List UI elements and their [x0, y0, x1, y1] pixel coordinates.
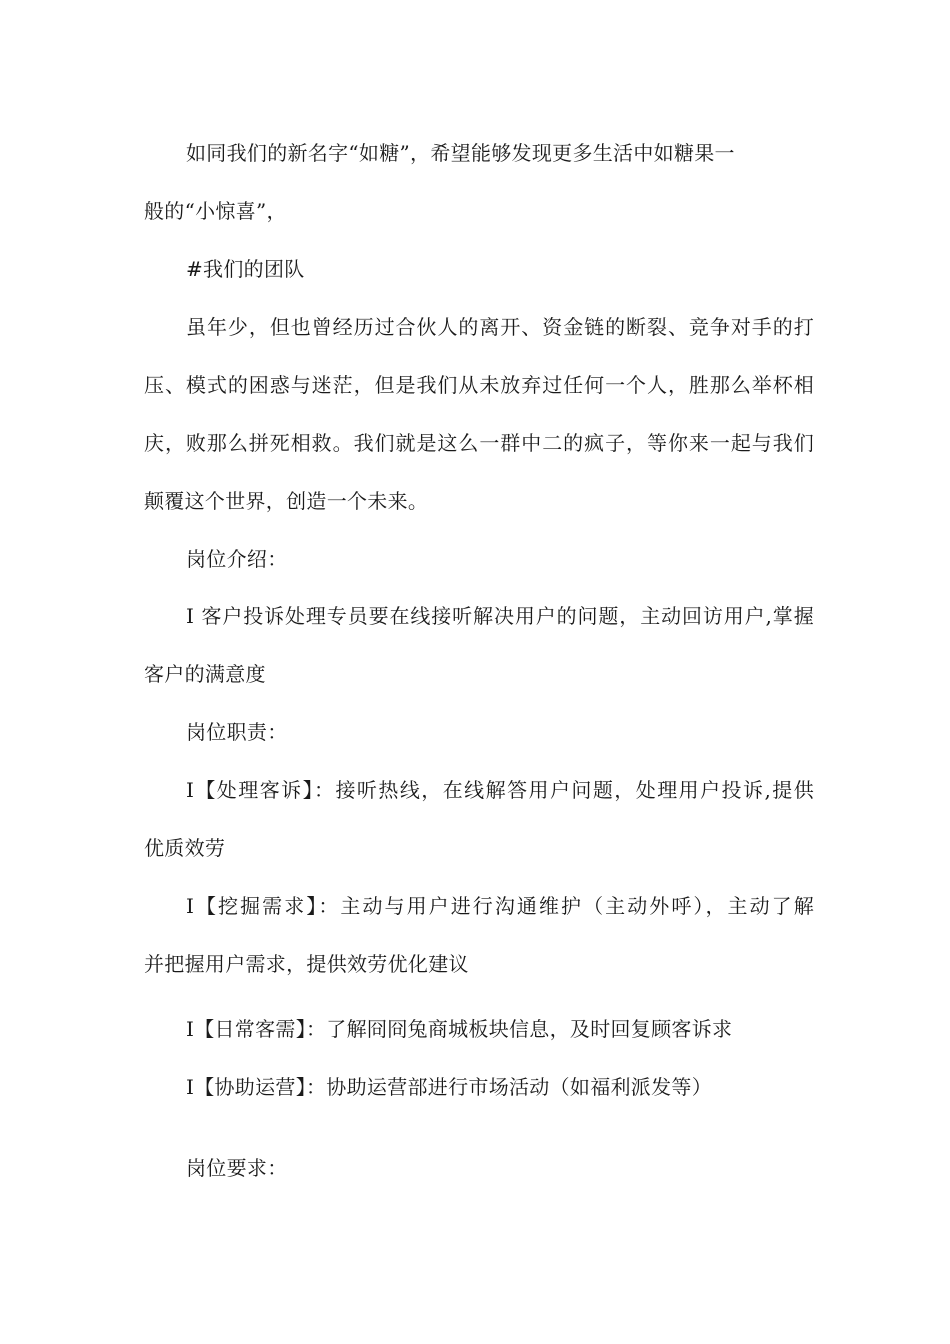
section-heading: 岗位要求：	[186, 1156, 288, 1180]
paragraph-line: 如同我们的新名字“如糖”，希望能够发现更多生活中如糖果一	[186, 141, 735, 165]
paragraph-line: 庆，败那么拼死相救。我们就是这么一群中二的疯子，等你来一起与我们	[144, 431, 814, 455]
list-item-line: I 客户投诉处理专员要在线接听解决用户的问题，主动回访用户,掌握	[186, 604, 814, 628]
section-heading: 岗位职责：	[186, 720, 288, 744]
list-item-line: I【处理客诉】：接听热线，在线解答用户问题，处理用户投诉,提供	[186, 778, 814, 802]
section-heading: #我们的团队	[186, 257, 305, 281]
list-item-line: I【协助运营】：协助运营部进行市场活动（如福利派发等）	[186, 1075, 712, 1099]
list-item-line: 并把握用户需求，提供效劳优化建议	[144, 952, 469, 976]
list-item-line: I【日常客需】：了解冏冏兔商城板块信息，及时回复顾客诉求	[186, 1017, 733, 1041]
paragraph-line: 压、模式的困惑与迷茫，但是我们从未放弃过任何一个人，胜那么举杯相	[144, 373, 814, 397]
paragraph-line: 虽年少，但也曾经历过合伙人的离开、资金链的断裂、竞争对手的打	[186, 315, 814, 339]
list-item-line: 优质效劳	[144, 836, 226, 860]
section-heading: 岗位介绍：	[186, 547, 288, 571]
list-item-line: 客户的满意度	[144, 662, 266, 686]
paragraph-line: 颠覆这个世界，创造一个未来。	[144, 489, 429, 513]
list-item-line: I【挖掘需求】：主动与用户进行沟通维护（主动外呼），主动了解	[186, 894, 814, 918]
paragraph-line: 般的“小惊喜”，	[144, 199, 287, 223]
